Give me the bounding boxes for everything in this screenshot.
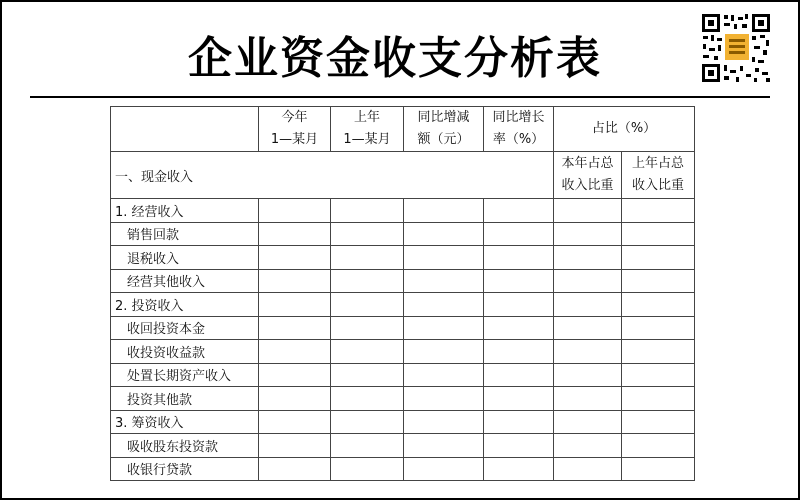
value-cell[interactable] [484,410,554,434]
item-label: 退税收入 [111,246,259,270]
value-cell[interactable] [331,222,404,246]
value-cell[interactable] [554,410,622,434]
value-cell[interactable] [484,387,554,411]
value-cell[interactable] [484,246,554,270]
value-cell[interactable] [554,340,622,364]
value-cell[interactable] [331,363,404,387]
value-cell[interactable] [622,363,695,387]
value-cell[interactable] [484,363,554,387]
value-cell[interactable] [622,316,695,340]
table-row [111,340,695,364]
table-row [111,316,695,340]
value-cell[interactable] [259,457,331,481]
item-label: 处置长期资产收入 [111,363,259,387]
value-cell[interactable] [484,340,554,364]
value-cell[interactable] [331,246,404,270]
value-cell[interactable] [554,316,622,340]
value-cell[interactable] [259,340,331,364]
value-cell[interactable] [484,269,554,293]
value-cell[interactable] [331,434,404,458]
value-cell[interactable] [259,269,331,293]
value-cell[interactable] [622,269,695,293]
value-cell[interactable] [404,293,484,317]
table-row [111,269,695,293]
header-last-year: 上年 1—某月 [331,107,404,152]
item-label: 收银行贷款 [111,457,259,481]
value-cell[interactable] [622,246,695,270]
table-row [111,387,695,411]
value-cell[interactable] [259,410,331,434]
value-cell[interactable] [622,199,695,223]
category-label: 1. 经营收入 [111,199,259,223]
value-cell[interactable] [404,222,484,246]
table-row [111,434,695,458]
value-cell[interactable] [259,434,331,458]
value-cell[interactable] [404,340,484,364]
value-cell[interactable] [622,457,695,481]
category-label: 2. 投资收入 [111,293,259,317]
value-cell[interactable] [404,387,484,411]
value-cell[interactable] [622,387,695,411]
value-cell[interactable] [554,387,622,411]
page-title: 企业资金收支分析表 [188,33,602,84]
qr-code-icon [700,12,772,84]
cash-analysis-table [110,106,695,481]
item-label: 吸收股东投资款 [111,434,259,458]
value-cell[interactable] [484,434,554,458]
value-cell[interactable] [484,457,554,481]
value-cell[interactable] [622,340,695,364]
item-label: 经营其他收入 [111,269,259,293]
value-cell[interactable] [554,434,622,458]
value-cell[interactable] [404,363,484,387]
value-cell[interactable] [484,222,554,246]
table-row [111,222,695,246]
value-cell[interactable] [554,293,622,317]
value-cell[interactable] [404,199,484,223]
value-cell[interactable] [484,199,554,223]
value-cell[interactable] [554,222,622,246]
header-blank-cell [111,107,259,152]
value-cell[interactable] [554,363,622,387]
value-cell[interactable] [331,199,404,223]
value-cell[interactable] [404,316,484,340]
value-cell[interactable] [404,410,484,434]
value-cell[interactable] [554,199,622,223]
table-row [111,246,695,270]
value-cell[interactable] [259,293,331,317]
value-cell[interactable] [259,387,331,411]
item-label: 销售回款 [111,222,259,246]
table-row [111,410,695,434]
table-row [111,293,695,317]
value-cell[interactable] [554,269,622,293]
value-cell[interactable] [331,269,404,293]
value-cell[interactable] [331,293,404,317]
item-label: 收回投资本金 [111,316,259,340]
value-cell[interactable] [331,340,404,364]
value-cell[interactable] [622,222,695,246]
value-cell[interactable] [484,293,554,317]
value-cell[interactable] [259,363,331,387]
header-this-year-share: 本年占总 收入比重 [554,152,622,199]
header-yoy-change-amount: 同比增减 额（元） [404,107,484,152]
value-cell[interactable] [259,316,331,340]
table-row [111,457,695,481]
value-cell[interactable] [331,410,404,434]
value-cell[interactable] [622,410,695,434]
value-cell[interactable] [331,316,404,340]
value-cell[interactable] [331,387,404,411]
value-cell[interactable] [622,293,695,317]
value-cell[interactable] [404,246,484,270]
item-label: 投资其他款 [111,387,259,411]
section-cash-income: 一、现金收入 [111,152,554,199]
value-cell[interactable] [554,246,622,270]
header-yoy-growth-rate: 同比增长 率（%） [484,107,554,152]
header-last-year-share: 上年占总 收入比重 [622,152,695,199]
value-cell[interactable] [554,457,622,481]
value-cell[interactable] [622,434,695,458]
value-cell[interactable] [404,434,484,458]
value-cell[interactable] [484,316,554,340]
table-row [111,199,695,223]
value-cell[interactable] [259,246,331,270]
title-divider [30,96,770,98]
header-this-year: 今年 1—某月 [259,107,331,152]
category-label: 3. 筹资收入 [111,410,259,434]
value-cell[interactable] [404,269,484,293]
item-label: 收投资收益款 [111,340,259,364]
value-cell[interactable] [331,457,404,481]
header-share: 占比（%） [554,107,695,152]
value-cell[interactable] [259,199,331,223]
table-row [111,363,695,387]
value-cell[interactable] [404,457,484,481]
value-cell[interactable] [259,222,331,246]
